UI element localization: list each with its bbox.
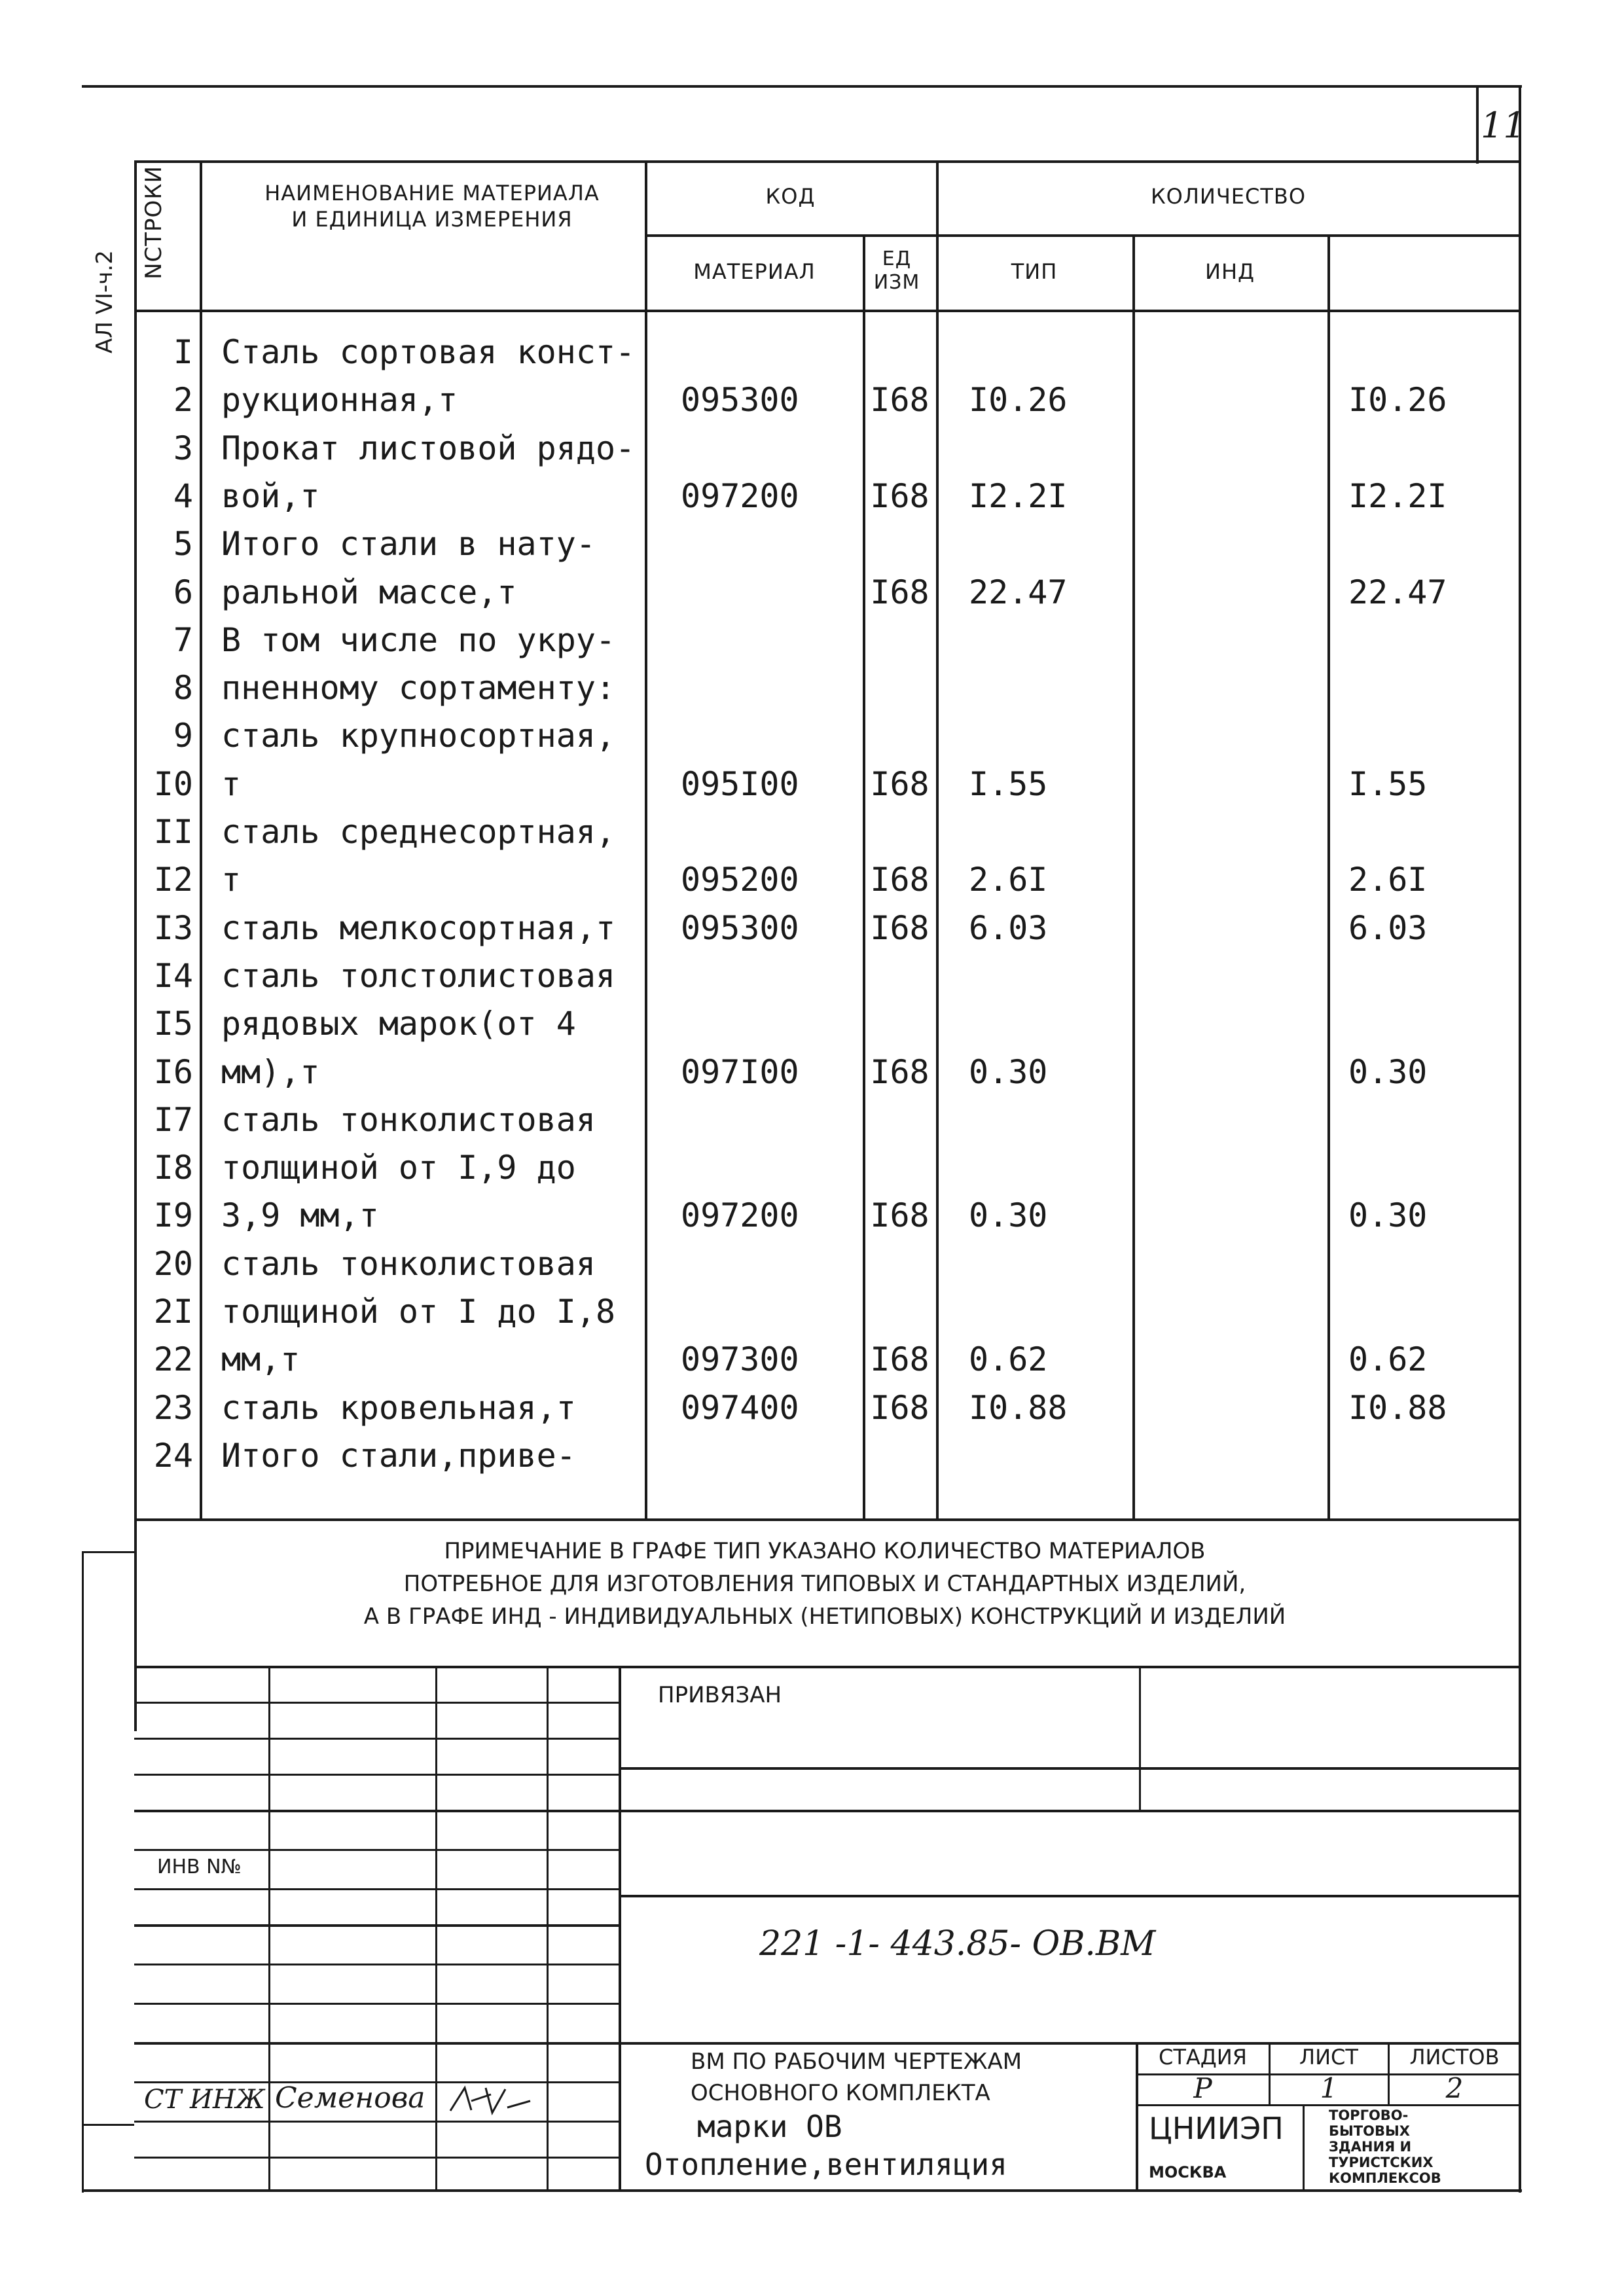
grid-row: [134, 2121, 619, 2123]
sheet-value: 1: [1320, 2072, 1338, 2104]
row-number: 6: [173, 573, 193, 611]
material-name: ральной массе,т: [221, 573, 517, 611]
material-code: 097200: [681, 1196, 799, 1235]
qty-total: 6.03: [1348, 908, 1428, 947]
doc-code-top: [619, 1895, 1521, 1897]
note-line-1: ПРИМЕЧАНИЕ В ГРАФЕ ТИП УКАЗАНО КОЛИЧЕСТВО МАТЕРИАЛОВ: [444, 1538, 1206, 1564]
header-typ: ТИП: [1011, 259, 1058, 284]
qty-total: 22.47: [1348, 573, 1447, 611]
row-number: 20: [153, 1244, 193, 1283]
title-line-4: Отопление,вентиляция: [645, 2147, 1007, 2182]
material-name: сталь тонколистовая: [221, 1100, 596, 1139]
header-unit: ЕД ИЗМ: [873, 247, 920, 294]
grid-row: [134, 1849, 619, 1851]
material-name: мм,т: [221, 1340, 300, 1379]
table-left: [134, 160, 137, 1731]
material-name: Итого стали,приве-: [221, 1436, 576, 1475]
header-ind: ИНД: [1205, 259, 1255, 284]
note-line-3: А В ГРАФЕ ИНД - ИНДИВИДУАЛЬНЫХ (НЕТИПОВЫХ) КОНСТРУКЦИЙ И ИЗДЕЛИЙ: [363, 1604, 1286, 1630]
margin-line: [82, 1551, 84, 2193]
table-top: [134, 160, 1521, 163]
col-rowno-sep: [200, 160, 202, 1520]
unit-code: I68: [870, 381, 929, 420]
material-name: Сталь сортовая конст-: [221, 333, 636, 371]
sheet-label: ЛИСТ: [1299, 2045, 1358, 2070]
grid-col-4: [619, 1666, 621, 2189]
material-name: сталь тонколистовая: [221, 1244, 596, 1283]
document-code: 221 -1- 443.85- ОВ.ВМ: [759, 1924, 1156, 1964]
material-name: пненному сортаменту:: [221, 669, 616, 708]
title-line-3: марки ОВ: [697, 2109, 842, 2144]
grid-col-2: [435, 1666, 437, 2189]
note-line-2: ПОТРЕБНОЕ ДЛЯ ИЗГОТОВЛЕНИЯ ТИПОВЫХ И СТАНДАРТНЫХ ИЗДЕЛИЙ,: [403, 1571, 1246, 1597]
material-name: сталь среднесортная,: [221, 813, 616, 851]
grid-row: [134, 1888, 619, 1890]
qty-typ: 0.30: [969, 1196, 1048, 1235]
unit-code: I68: [870, 1052, 929, 1091]
signer-role: СТ ИНЖ: [144, 2085, 265, 2115]
row-number: I8: [153, 1149, 193, 1187]
attached-sep: [1139, 1666, 1141, 1810]
stamp-top: [134, 1666, 1521, 1668]
material-code: 095300: [681, 908, 799, 947]
material-code: 097300: [681, 1340, 799, 1379]
header-bottom-line: [134, 310, 1521, 312]
grid-col-3: [547, 1666, 549, 2189]
qty-typ: 6.03: [969, 908, 1048, 947]
qty-typ: 0.30: [969, 1052, 1048, 1091]
org-city: МОСКВА: [1149, 2163, 1227, 2181]
qty-total: 0.62: [1348, 1340, 1428, 1379]
grid-row: [134, 1810, 1521, 1812]
row-number: I5: [153, 1005, 193, 1043]
material-name: толщиной от I до I,8: [221, 1293, 616, 1331]
qty-typ: I0.26: [969, 381, 1068, 420]
row-number: 22: [153, 1340, 193, 1379]
row-number: I6: [153, 1052, 193, 1091]
material-name: рядовых марок(от 4: [221, 1005, 576, 1043]
material-name: В том числе по укру-: [221, 620, 616, 659]
grid-row: [134, 2157, 619, 2159]
row-number: 7: [173, 620, 193, 659]
margin-tick-top: [82, 1551, 134, 1553]
grid-row: [134, 1774, 619, 1776]
qty-typ: I2.2I: [969, 476, 1068, 515]
row-number: 4: [173, 476, 193, 515]
grid-row: [134, 2003, 619, 2005]
grid-row: [134, 1964, 619, 1965]
inv-no-label: ИНВ N№: [157, 1856, 242, 1878]
material-code: 095I00: [681, 764, 799, 803]
material-name: рукционная,т: [221, 381, 458, 420]
row-number: 2: [173, 381, 193, 420]
title-line-2: ОСНОВНОГО КОМПЛЕКТА: [691, 2080, 990, 2106]
row-number: 9: [173, 717, 193, 755]
material-code: 097200: [681, 476, 799, 515]
org-desc-line: ТОРГОВО-: [1329, 2108, 1409, 2123]
qty-total: 0.30: [1348, 1196, 1428, 1235]
qty-total: I2.2I: [1348, 476, 1447, 515]
material-name: толщиной от I,9 до: [221, 1149, 576, 1187]
table-bottom-line: [134, 1518, 1521, 1521]
row-number: 3: [173, 429, 193, 467]
material-name: вой,т: [221, 476, 320, 515]
sheets-label: ЛИСТОВ: [1409, 2045, 1500, 2070]
qty-total: I0.26: [1348, 381, 1447, 420]
material-name: сталь кровельная,т: [221, 1388, 576, 1427]
row-number: I0: [153, 764, 193, 803]
material-name: мм),т: [221, 1052, 320, 1091]
qty-total: I.55: [1348, 764, 1428, 803]
material-name: 3,9 мм,т: [221, 1196, 379, 1235]
unit-code: I68: [870, 573, 929, 611]
org-desc-line: БЫТОВЫХ: [1329, 2123, 1410, 2139]
top-border: [82, 85, 1522, 88]
header-quantity: КОЛИЧЕСТВО: [1150, 184, 1307, 209]
unit-code: I68: [870, 1388, 929, 1427]
material-name: Итого стали в нату-: [221, 525, 596, 564]
qty-total: 0.30: [1348, 1052, 1428, 1091]
header-mid-line: [645, 234, 1521, 237]
row-number: I2: [153, 861, 193, 899]
material-name: т: [221, 861, 242, 899]
stage-value: Р: [1193, 2072, 1212, 2104]
sheet-number: 11: [1481, 105, 1526, 146]
sheet-number-box-left: [1476, 85, 1479, 164]
stage-label: СТАДИЯ: [1159, 2045, 1247, 2070]
row-number: 8: [173, 669, 193, 708]
grid-row: [134, 1702, 619, 1704]
col-unit-sep: [936, 160, 939, 1520]
row-number: 2I: [153, 1293, 193, 1331]
material-name: сталь толстолистовая: [221, 956, 616, 995]
grid-row: [134, 1738, 619, 1740]
header-name: НАИМЕНОВАНИЕ МАТЕРИАЛА И ЕДИНИЦА ИЗМЕРЕНИЯ: [264, 181, 600, 232]
row-number: I: [173, 333, 193, 371]
row-number: I3: [153, 908, 193, 947]
org-sep: [1303, 2104, 1305, 2189]
material-code: 097I00: [681, 1052, 799, 1091]
row-number: 23: [153, 1388, 193, 1427]
header-material: МАТЕРИАЛ: [693, 259, 816, 284]
col-typ-sep: [1132, 234, 1135, 1520]
org-desc-line: ЗДАНИЯ И: [1329, 2139, 1412, 2155]
material-name: сталь крупносортная,: [221, 717, 616, 755]
right-border: [1519, 85, 1521, 2193]
unit-code: I68: [870, 908, 929, 947]
material-code: 097400: [681, 1388, 799, 1427]
attached-label: ПРИВЯЗАН: [658, 1682, 782, 1708]
row-number: II: [153, 813, 193, 851]
row-number: 24: [153, 1436, 193, 1475]
stamp-bottom: [82, 2189, 1522, 2192]
signature-mark: [445, 2081, 537, 2121]
qty-total: I0.88: [1348, 1388, 1447, 1427]
material-name: Прокат листовой рядо-: [221, 429, 636, 467]
row-number: I7: [153, 1100, 193, 1139]
qty-typ: I0.88: [969, 1388, 1068, 1427]
unit-code: I68: [870, 1196, 929, 1235]
stage-block-left: [1136, 2042, 1138, 2189]
grid-col-1: [268, 1666, 270, 2189]
grid-row: [134, 1924, 619, 1927]
unit-code: I68: [870, 476, 929, 515]
title-line-1: ВМ ПО РАБОЧИМ ЧЕРТЕЖАМ: [691, 2049, 1022, 2075]
qty-total: 2.6I: [1348, 861, 1428, 899]
row-number: 5: [173, 525, 193, 564]
side-label: АЛ VI-ч.2: [92, 250, 118, 353]
unit-code: I68: [870, 1340, 929, 1379]
unit-code: I68: [870, 764, 929, 803]
qty-typ: I.55: [969, 764, 1048, 803]
material-name: т: [221, 764, 242, 803]
header-code: КОД: [765, 184, 816, 209]
col-ind-sep: [1327, 234, 1330, 1520]
qty-typ: 0.62: [969, 1340, 1048, 1379]
qty-typ: 22.47: [969, 573, 1068, 611]
qty-typ: 2.6I: [969, 861, 1048, 899]
org-desc-line: ТУРИСТСКИХ: [1329, 2155, 1434, 2170]
signer-name: Семенова: [275, 2081, 425, 2115]
sheets-value: 2: [1445, 2072, 1464, 2104]
material-code: 095200: [681, 861, 799, 899]
col-name-sep: [645, 160, 647, 1520]
row-number: I9: [153, 1196, 193, 1235]
stage-values-line: [1136, 2104, 1521, 2106]
org-name: ЦНИИЭП: [1149, 2111, 1284, 2146]
unit-code: I68: [870, 861, 929, 899]
attached-bottom: [619, 1767, 1521, 1770]
org-desc-line: КОМПЛЕКСОВ: [1329, 2170, 1441, 2186]
header-row-no: NСТРОКИ: [141, 166, 167, 279]
org-description: [1329, 2108, 1441, 2186]
row-number: I4: [153, 956, 193, 995]
material-name: сталь мелкосортная,т: [221, 908, 616, 947]
margin-tick: [82, 2124, 134, 2126]
material-code: 095300: [681, 381, 799, 420]
